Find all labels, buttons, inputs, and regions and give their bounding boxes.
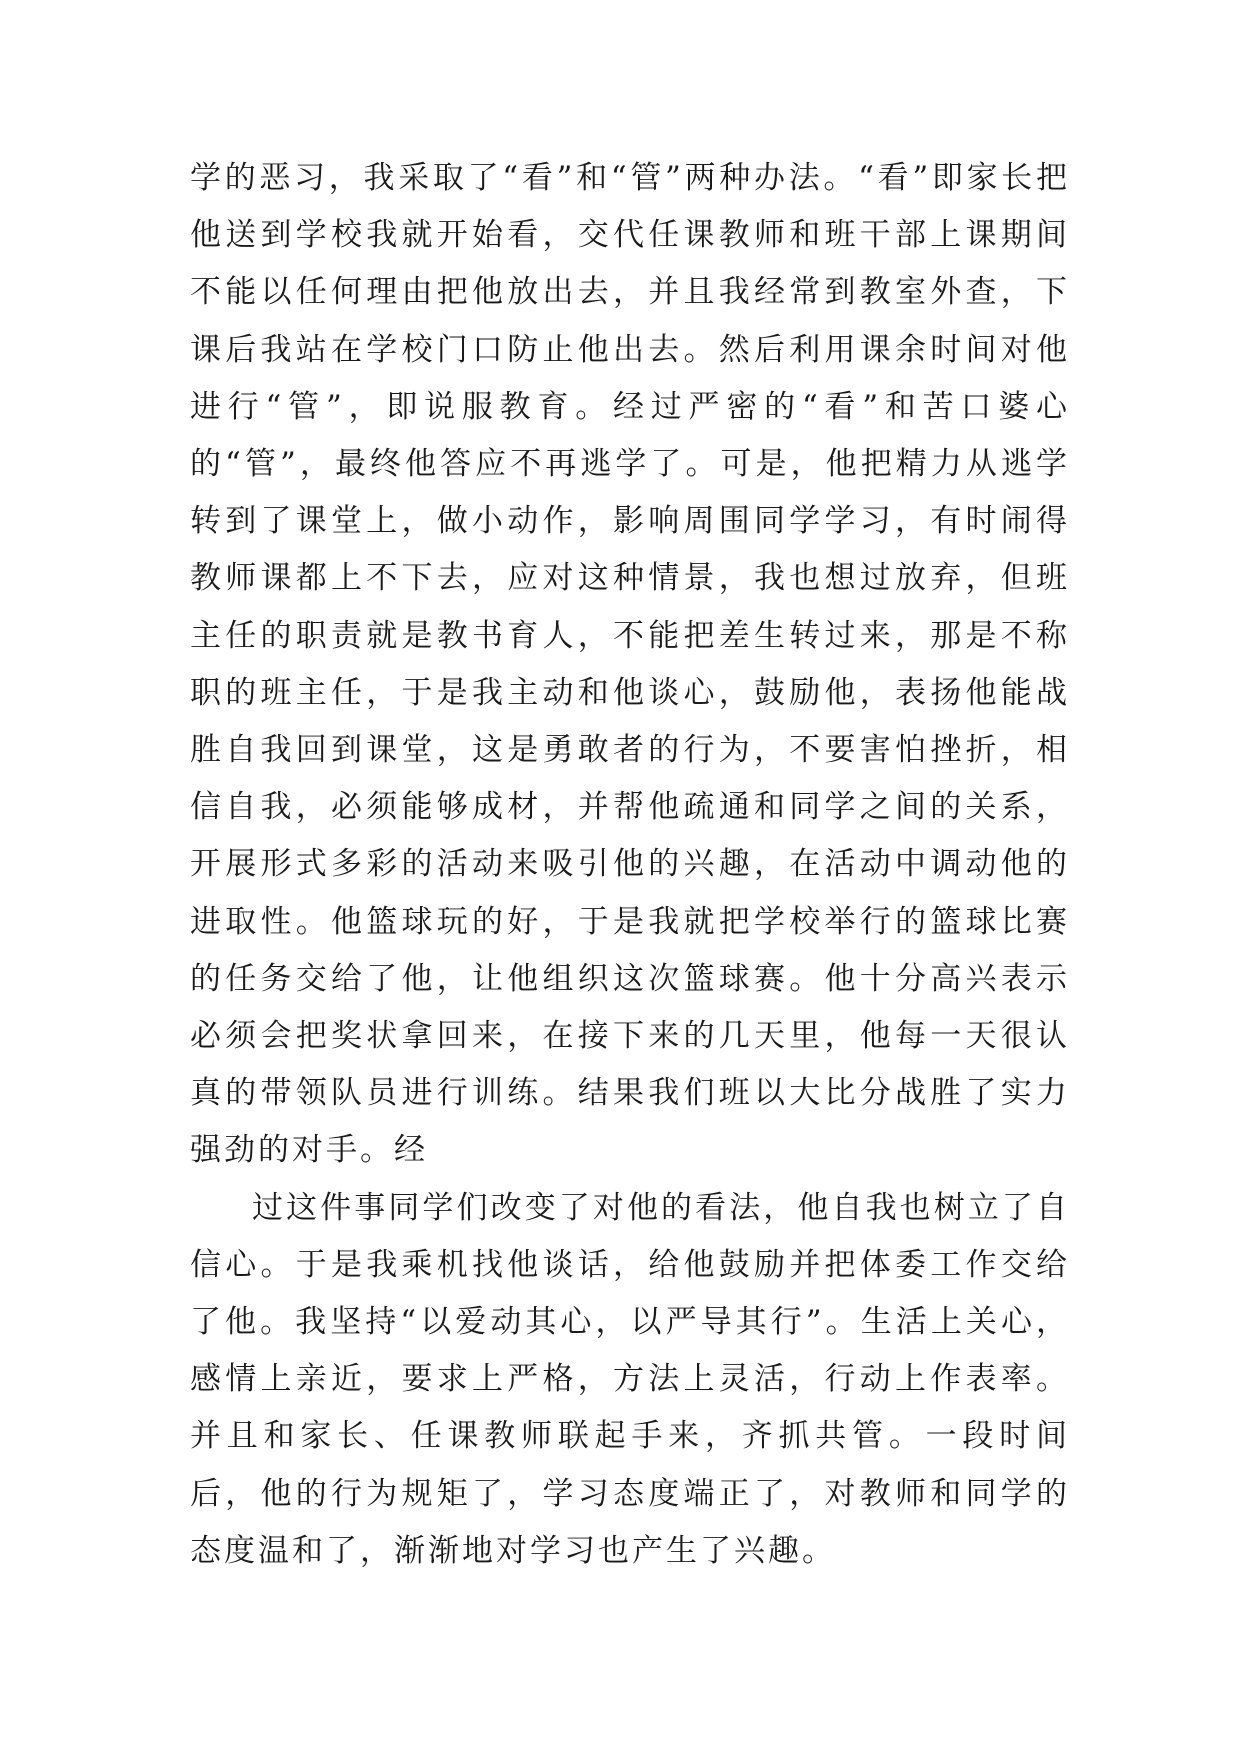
paragraph-1: 学的恶习，我采取了“看”和“管”两种办法。“看”即家长把他送到学校我就开始看，交代任课教师和班干部上课期间不能以任何理由把他放出去，并且我经常到教室外查，下课后我站在学校门口防止他出去。然后利用课余时间对他进行“管”，即说服教育。经过严密的“看”和苦口婆心的“管”，最终他答应不再逃学了。可是，他把精力从逃学转到了课堂上，做小动作，影响周围同学学习，有时闹得教师课都上不下去，应对这种情景，我也想过放弃，但班主任的职责就是教书育人，不能把差生转过来，那是不称职的班主任，于是我主动和他谈心，鼓励他，表扬他能战胜自我回到课堂，这是勇敢者的行为，不要害怕挫折，相信自我，必须能够成材，并帮他疏通和同学之间的关系，开展形式多彩的活动来吸引他的兴趣，在活动中调动他的进取性。他篮球玩的好，于是我就把学校举行的篮球比赛的任务交给了他，让他组织这次篮球赛。他十分高兴表示必须会把奖状拿回来，在接下来的几天里，他每一天很认真的带领队员进行训练。结果我们班以大比分战胜了实力强劲的对手。经 bbox=[190, 160, 1070, 1169]
body-text bbox=[190, 150, 1070, 1580]
paragraph-2: 过这件事同学们改变了对他的看法，他自我也树立了自信心。于是我乘机找他谈话，给他鼓励并把体委工作交给了他。我坚持“以爱动其心，以严导其行”。生活上关心，感情上亲近，要求上严格，方法上灵活，行动上作表率。并且和家长、任课教师联起手来，齐抓共管。一段时间后，他的行为规矩了，学习态度端正了，对教师和同学的态度温和了，渐渐地对学习也产生了兴趣。 bbox=[190, 1189, 1070, 1569]
